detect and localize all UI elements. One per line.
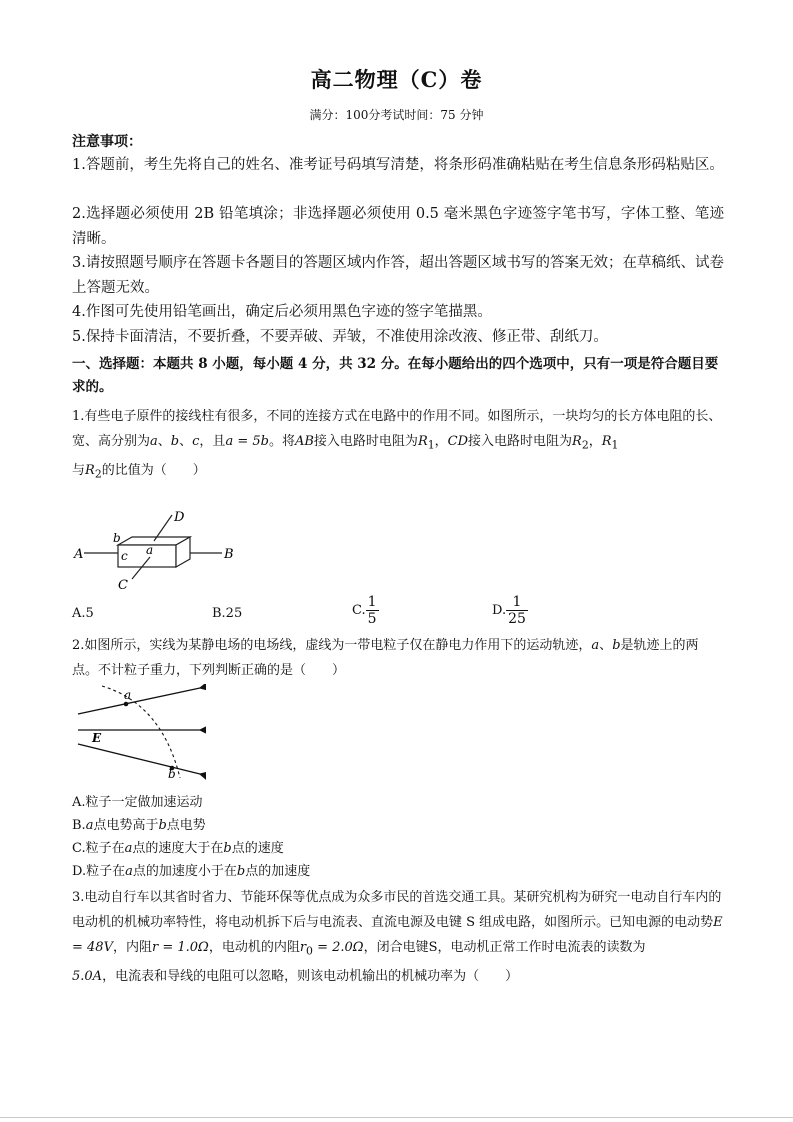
particle-trajectory (102, 686, 180, 778)
field-line-bottom (78, 744, 200, 774)
emf-value: E = 48V (72, 915, 723, 955)
resistor-block-figure (72, 505, 247, 593)
label-A: A (74, 547, 84, 562)
fraction-one-twentyfifth: $\frac{1}{25}$ (508, 594, 526, 627)
equation-a-5b: a = 5b (225, 434, 269, 449)
notice-item-3: 3.请按照题号顺序在答题卡各题目的答题区域内作答，超出答题区域书写的答案无效；在草稿纸、试卷上答题无效。 (72, 255, 724, 296)
section-heading: 一、选择题：本题共 8 小题，每小题 4 分，共 32 分。在每小题给出的四个选项中，只有一项是符合题目要求的。 (72, 356, 719, 395)
fraction-one-fifth: $\frac{1}{5}$ (367, 594, 377, 627)
q2-option-B[interactable]: B.a点电势高于b点电势 (72, 818, 206, 833)
page-bottom-rule (0, 1117, 793, 1118)
label-B: B (224, 547, 234, 562)
notice-item-2: 2.选择题必须使用 2B 铅笔填涂；非选择题必须使用 0.5 毫米黑色字迹签字笔书写，字体工整、笔迹清晰。 (72, 206, 724, 247)
label-b: b (113, 531, 121, 545)
notice-item-4: 4.作图可先使用铅笔画出，确定后必须用黑色字迹的签字笔描黑。 (72, 304, 492, 320)
question-1-stem: 1.有些电子原件的接线柱有很多，不同的连接方式在电路中的作用不同。如图所示，一块均匀的长方体电阻的长、宽、高分别为a、b、c，且a = 5b。将AB接入电路时电阻为$R_1$，CD接入电路时电阻为$R_2$，$R_1$ 与$R_2$的比值为（ ） (72, 409, 722, 481)
label-C: C (118, 578, 128, 593)
exam-info: 满分：100分考试时间：75 分钟 (309, 108, 484, 122)
q1-option-A[interactable]: A.5 (72, 606, 94, 621)
field-line-top (78, 688, 200, 714)
page-title: 高二物理（C）卷 (310, 67, 483, 92)
notice-item-5: 5.保持卡面清洁，不要折叠，不要弄破、弄皱，不准使用涂改液、修正带、刮纸刀。 (72, 329, 608, 345)
label-a: a (146, 543, 154, 557)
q1-option-D[interactable]: D. $\frac{1}{25}$ (492, 594, 526, 627)
label-b: b (168, 767, 176, 781)
question-3-stem: 3.电动自行车以其省时省力、节能环保等优点成为众多市民的首选交通工具。某研究机构为研究一电动自行车内的电动机的机械功率特性，将电动机拆下后与电流表、直流电源及电键 S 组成电路，如图所示。已知电源的电动势E = 48V，内阻r = 1.0Ω，电动机的内阻$r_0 = 2.0\Omega$，闭合电键S，电动机正常工作时电流表的读数为 5.0A，电流表和导线的电阻可以忽略，则该电动机输出的机械功率为（ ） (72, 890, 723, 984)
label-a: a (124, 688, 132, 702)
notice-heading: 注意事项： (72, 134, 142, 150)
label-E: E (92, 731, 102, 745)
notice-item-1: 1.答题前，考生先将自己的姓名、准考证号码填写清楚，将条形码准确粘贴在考生信息条形码粘贴区。 (72, 157, 724, 173)
question-2-stem: 2.如图所示，实线为某静电场的电场线，虚线为一带电粒子仅在静电力作用下的运动轨迹，a、b是轨迹上的两点。不计粒子重力，下列判断正确的是（ ） (72, 638, 699, 678)
q2-option-D[interactable]: D.粒子在a点的加速度小于在b点的加速度 (72, 864, 311, 879)
q1-option-B[interactable]: B.25 (212, 606, 243, 621)
label-c: c (121, 549, 128, 563)
q1-option-C[interactable]: C. $\frac{1}{5}$ (352, 594, 377, 627)
electric-field-figure (72, 684, 206, 782)
label-D: D (174, 510, 185, 525)
current-value: 5.0A (72, 968, 103, 984)
internal-resistance-value: r = 1.0Ω (151, 940, 209, 955)
q2-option-C[interactable]: C.粒子在a点的速度大于在b点的速度 (72, 841, 284, 856)
point-a (124, 702, 129, 707)
q2-option-A[interactable]: A.粒子一定做加速运动 (72, 795, 203, 810)
